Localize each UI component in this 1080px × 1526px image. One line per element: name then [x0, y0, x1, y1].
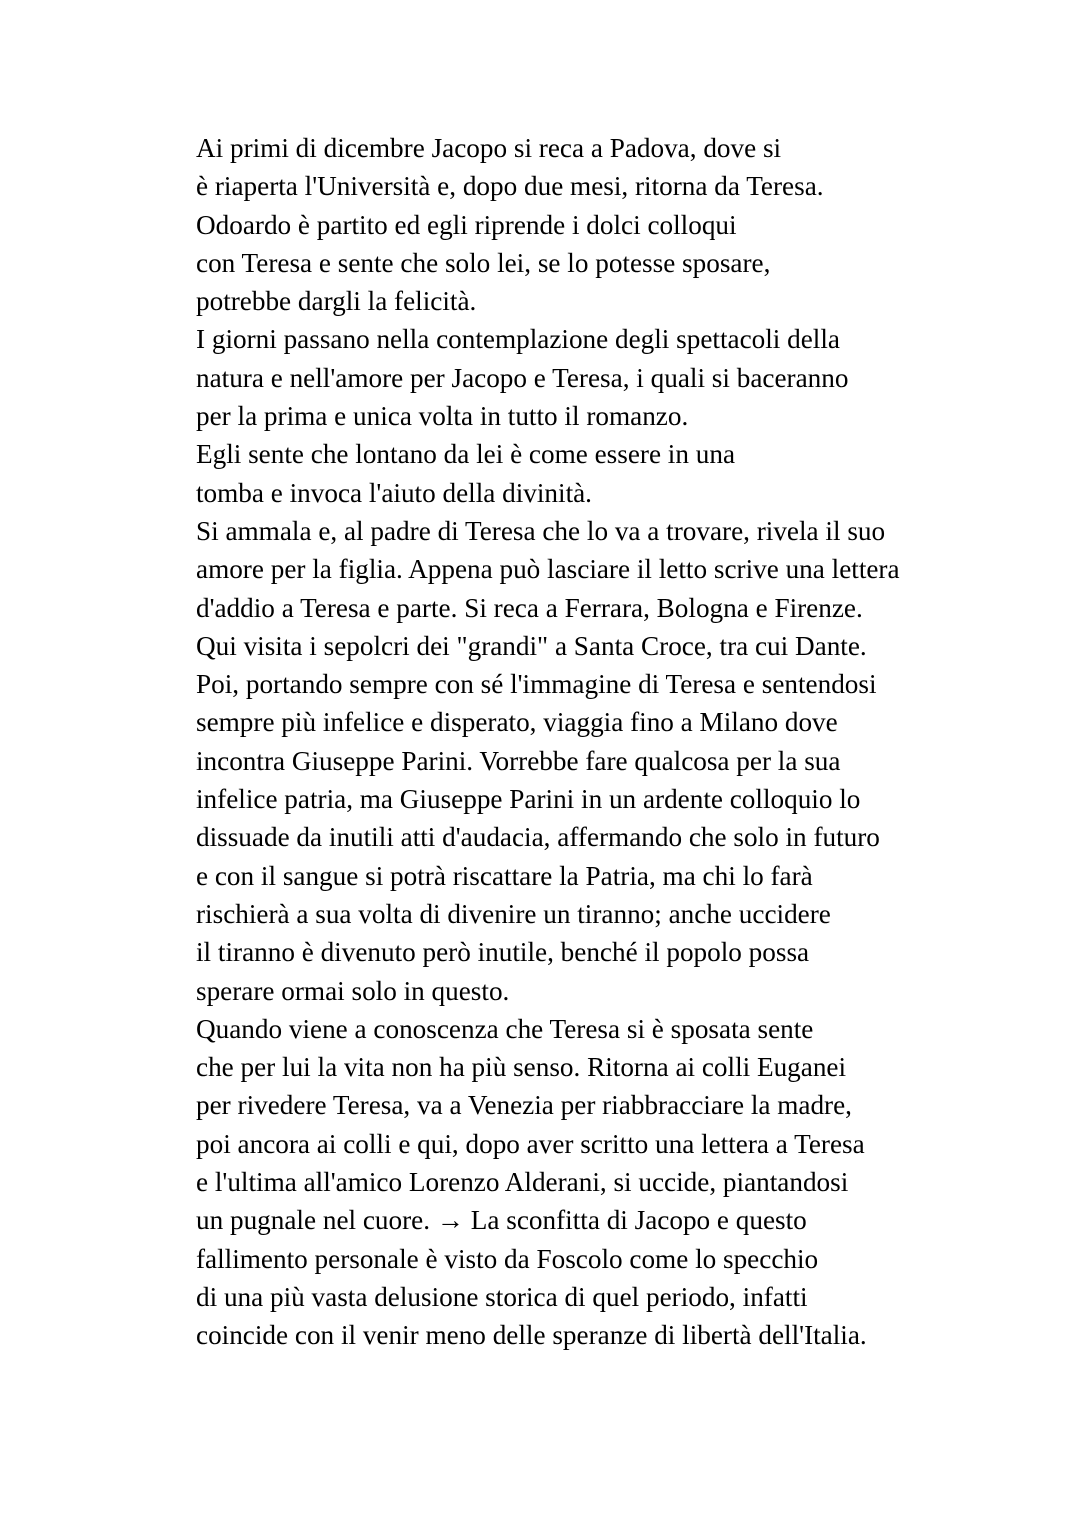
text-line: infelice patria, ma Giuseppe Parini in un ardente colloquio lo	[196, 784, 861, 815]
text-line: Egli sente che lontano da lei è come essere in una	[196, 439, 736, 470]
text-line: e l'ultima all'amico Lorenzo Alderani, si uccide, piantandosi	[196, 1167, 849, 1198]
text-line: con Teresa e sente che solo lei, se lo potesse sposare,	[196, 247, 771, 278]
text-line: coincide con il venir meno delle speranze di libertà dell'Italia.	[196, 1320, 867, 1351]
text-line: I giorni passano nella contemplazione degli spettacoli della	[196, 324, 840, 355]
text-line: per la prima e unica volta in tutto il romanzo.	[196, 401, 689, 432]
text-line: potrebbe dargli la felicità.	[196, 286, 477, 317]
text-line: che per lui la vita non ha più senso. Ritorna ai colli Euganei	[196, 1052, 847, 1083]
text-line: incontra Giuseppe Parini. Vorrebbe fare qualcosa per la sua	[196, 745, 841, 776]
text-line: Si ammala e, al padre di Teresa che lo va a trovare, rivela il suo	[196, 515, 886, 546]
text-line: dissuade da inutili atti d'audacia, affermando che solo in futuro	[196, 822, 880, 853]
text-line: Odoardo è partito ed egli riprende i dolci colloqui	[196, 209, 737, 240]
text-line: natura e nell'amore per Jacopo e Teresa, i quali si baceranno	[196, 362, 849, 393]
text-line: amore per la figlia. Appena può lasciare il letto scrive una lettera	[196, 554, 900, 585]
text-line: per rivedere Teresa, va a Venezia per riabbracciare la madre,	[196, 1090, 852, 1121]
text-line: il tiranno è divenuto però inutile, benché il popolo possa	[196, 937, 810, 968]
text-line: Qui visita i sepolcri dei "grandi" a Santa Croce, tra cui Dante.	[196, 630, 867, 661]
text-line: un pugnale nel cuore. → La sconfitta di Jacopo e questo	[196, 1205, 807, 1236]
text-line: Poi, portando sempre con sé l'immagine di Teresa e sentendosi	[196, 669, 877, 700]
text-line: poi ancora ai colli e qui, dopo aver scritto una lettera a Teresa	[196, 1128, 865, 1159]
text-line: di una più vasta delusione storica di quel periodo, infatti	[196, 1281, 808, 1312]
text-line: sperare ormai solo in questo.	[196, 975, 510, 1006]
text-line: sempre più infelice e disperato, viaggia fino a Milano dove	[196, 707, 838, 738]
text-line: e con il sangue si potrà riscattare la Patria, ma chi lo farà	[196, 860, 813, 891]
text-line: d'addio a Teresa e parte. Si reca a Ferrara, Bologna e Firenze.	[196, 592, 863, 623]
text-line: rischierà a sua volta di divenire un tiranno; anche uccidere	[196, 898, 831, 929]
text-line: Ai primi di dicembre Jacopo si reca a Padova, dove si	[196, 133, 782, 163]
text-line: è riaperta l'Università e, dopo due mesi, ritorna da Teresa.	[196, 171, 824, 202]
text-line: fallimento personale è visto da Foscolo come lo specchio	[196, 1243, 819, 1274]
text-line: tomba e invoca l'aiuto della divinità.	[196, 477, 592, 508]
body-text	[196, 129, 1056, 1355]
text-line: Quando viene a conoscenza che Teresa si è sposata sente	[196, 1013, 814, 1044]
